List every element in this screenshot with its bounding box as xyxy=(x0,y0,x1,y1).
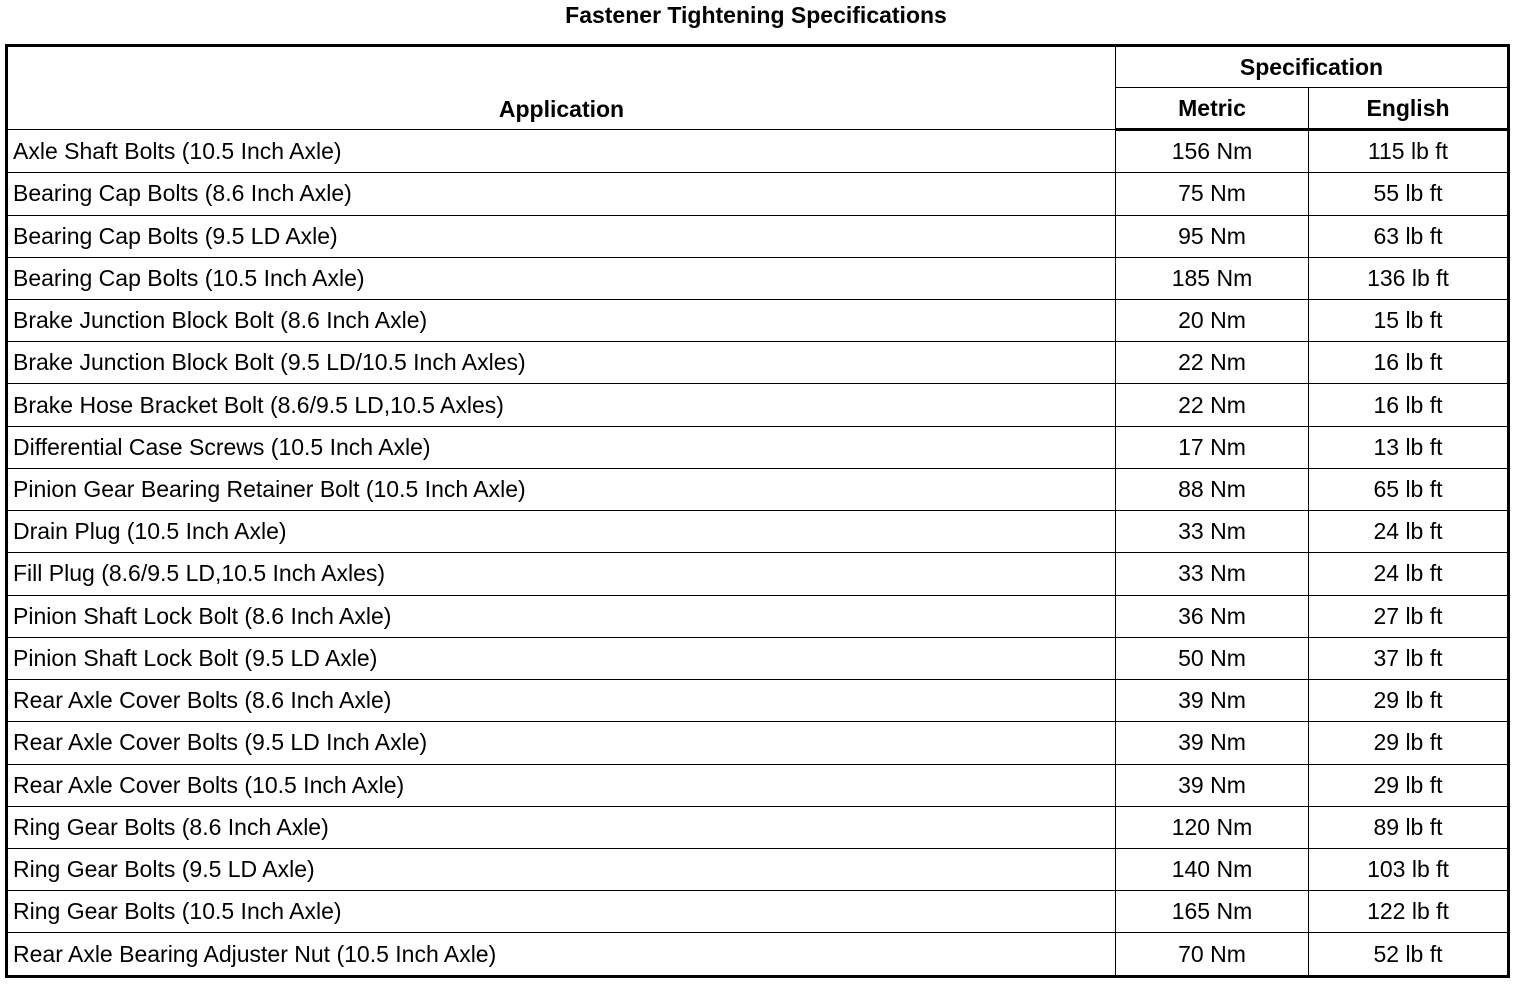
english-value-cell: 15 lb ft xyxy=(1309,299,1509,341)
english-value-cell: 24 lb ft xyxy=(1309,553,1509,595)
table-row xyxy=(7,637,1509,679)
english-value-cell: 103 lb ft xyxy=(1309,849,1509,891)
english-value-cell: 115 lb ft xyxy=(1309,130,1509,173)
metric-value-cell: 50 Nm xyxy=(1116,637,1309,679)
table-row xyxy=(7,722,1509,764)
application-cell: Ring Gear Bolts (8.6 Inch Axle) xyxy=(7,806,1116,848)
application-cell: Pinion Shaft Lock Bolt (9.5 LD Axle) xyxy=(7,637,1116,679)
table-header xyxy=(7,46,1509,130)
application-cell: Axle Shaft Bolts (10.5 Inch Axle) xyxy=(7,130,1116,173)
table-row xyxy=(7,130,1509,173)
table-row xyxy=(7,342,1509,384)
table-row xyxy=(7,468,1509,510)
metric-value-cell: 20 Nm xyxy=(1116,299,1309,341)
application-cell: Rear Axle Cover Bolts (10.5 Inch Axle) xyxy=(7,764,1116,806)
metric-value-cell: 120 Nm xyxy=(1116,806,1309,848)
english-value-cell: 63 lb ft xyxy=(1309,215,1509,257)
metric-value-cell: 33 Nm xyxy=(1116,511,1309,553)
metric-column-header: Metric xyxy=(1116,88,1309,130)
application-cell: Bearing Cap Bolts (10.5 Inch Axle) xyxy=(7,257,1116,299)
english-value-cell: 136 lb ft xyxy=(1309,257,1509,299)
application-cell: Bearing Cap Bolts (8.6 Inch Axle) xyxy=(7,173,1116,215)
table-row xyxy=(7,806,1509,848)
document-title: Fastener Tightening Specifications xyxy=(565,2,947,28)
application-cell: Drain Plug (10.5 Inch Axle) xyxy=(7,511,1116,553)
application-cell: Rear Axle Cover Bolts (9.5 LD Inch Axle) xyxy=(7,722,1116,764)
table-row xyxy=(7,891,1509,933)
metric-value-cell: 156 Nm xyxy=(1116,130,1309,173)
metric-value-cell: 88 Nm xyxy=(1116,468,1309,510)
english-value-cell: 13 lb ft xyxy=(1309,426,1509,468)
english-value-cell: 52 lb ft xyxy=(1309,933,1509,977)
application-cell: Rear Axle Bearing Adjuster Nut (10.5 Inch Axle) xyxy=(7,933,1116,977)
english-value-cell: 16 lb ft xyxy=(1309,342,1509,384)
metric-value-cell: 36 Nm xyxy=(1116,595,1309,637)
metric-value-cell: 39 Nm xyxy=(1116,764,1309,806)
metric-value-cell: 95 Nm xyxy=(1116,215,1309,257)
application-cell: Rear Axle Cover Bolts (8.6 Inch Axle) xyxy=(7,680,1116,722)
table-row xyxy=(7,849,1509,891)
metric-value-cell: 70 Nm xyxy=(1116,933,1309,977)
metric-value-cell: 39 Nm xyxy=(1116,722,1309,764)
application-cell: Brake Junction Block Bolt (8.6 Inch Axle) xyxy=(7,299,1116,341)
metric-value-cell: 75 Nm xyxy=(1116,173,1309,215)
english-value-cell: 29 lb ft xyxy=(1309,764,1509,806)
english-value-cell: 65 lb ft xyxy=(1309,468,1509,510)
english-value-cell: 29 lb ft xyxy=(1309,722,1509,764)
english-value-cell: 16 lb ft xyxy=(1309,384,1509,426)
specification-group-header: Specification xyxy=(1116,46,1509,88)
metric-value-cell: 22 Nm xyxy=(1116,384,1309,426)
application-cell: Brake Junction Block Bolt (9.5 LD/10.5 Inch Axles) xyxy=(7,342,1116,384)
table-row xyxy=(7,680,1509,722)
english-value-cell: 29 lb ft xyxy=(1309,680,1509,722)
application-cell: Brake Hose Bracket Bolt (8.6/9.5 LD,10.5 Axles) xyxy=(7,384,1116,426)
english-column-header: English xyxy=(1309,88,1509,130)
application-cell: Differential Case Screws (10.5 Inch Axle) xyxy=(7,426,1116,468)
metric-value-cell: 17 Nm xyxy=(1116,426,1309,468)
english-value-cell: 24 lb ft xyxy=(1309,511,1509,553)
fastener-spec-table xyxy=(5,44,1510,978)
application-cell: Ring Gear Bolts (10.5 Inch Axle) xyxy=(7,891,1116,933)
english-value-cell: 37 lb ft xyxy=(1309,637,1509,679)
table-row xyxy=(7,173,1509,215)
application-column-header: Application xyxy=(7,46,1116,130)
table-body xyxy=(7,130,1509,977)
application-cell: Ring Gear Bolts (9.5 LD Axle) xyxy=(7,849,1116,891)
metric-value-cell: 185 Nm xyxy=(1116,257,1309,299)
english-value-cell: 27 lb ft xyxy=(1309,595,1509,637)
table-row xyxy=(7,215,1509,257)
table-row xyxy=(7,257,1509,299)
table-row xyxy=(7,511,1509,553)
table-row xyxy=(7,764,1509,806)
table-row xyxy=(7,384,1509,426)
metric-value-cell: 140 Nm xyxy=(1116,849,1309,891)
metric-value-cell: 39 Nm xyxy=(1116,680,1309,722)
table-row xyxy=(7,299,1509,341)
application-cell: Pinion Gear Bearing Retainer Bolt (10.5 Inch Axle) xyxy=(7,468,1116,510)
metric-value-cell: 22 Nm xyxy=(1116,342,1309,384)
table-row xyxy=(7,553,1509,595)
english-value-cell: 55 lb ft xyxy=(1309,173,1509,215)
application-cell: Pinion Shaft Lock Bolt (8.6 Inch Axle) xyxy=(7,595,1116,637)
table-row xyxy=(7,933,1509,977)
metric-value-cell: 33 Nm xyxy=(1116,553,1309,595)
application-cell: Bearing Cap Bolts (9.5 LD Axle) xyxy=(7,215,1116,257)
table-row xyxy=(7,426,1509,468)
english-value-cell: 122 lb ft xyxy=(1309,891,1509,933)
metric-value-cell: 165 Nm xyxy=(1116,891,1309,933)
table-row xyxy=(7,595,1509,637)
application-cell: Fill Plug (8.6/9.5 LD,10.5 Inch Axles) xyxy=(7,553,1116,595)
english-value-cell: 89 lb ft xyxy=(1309,806,1509,848)
